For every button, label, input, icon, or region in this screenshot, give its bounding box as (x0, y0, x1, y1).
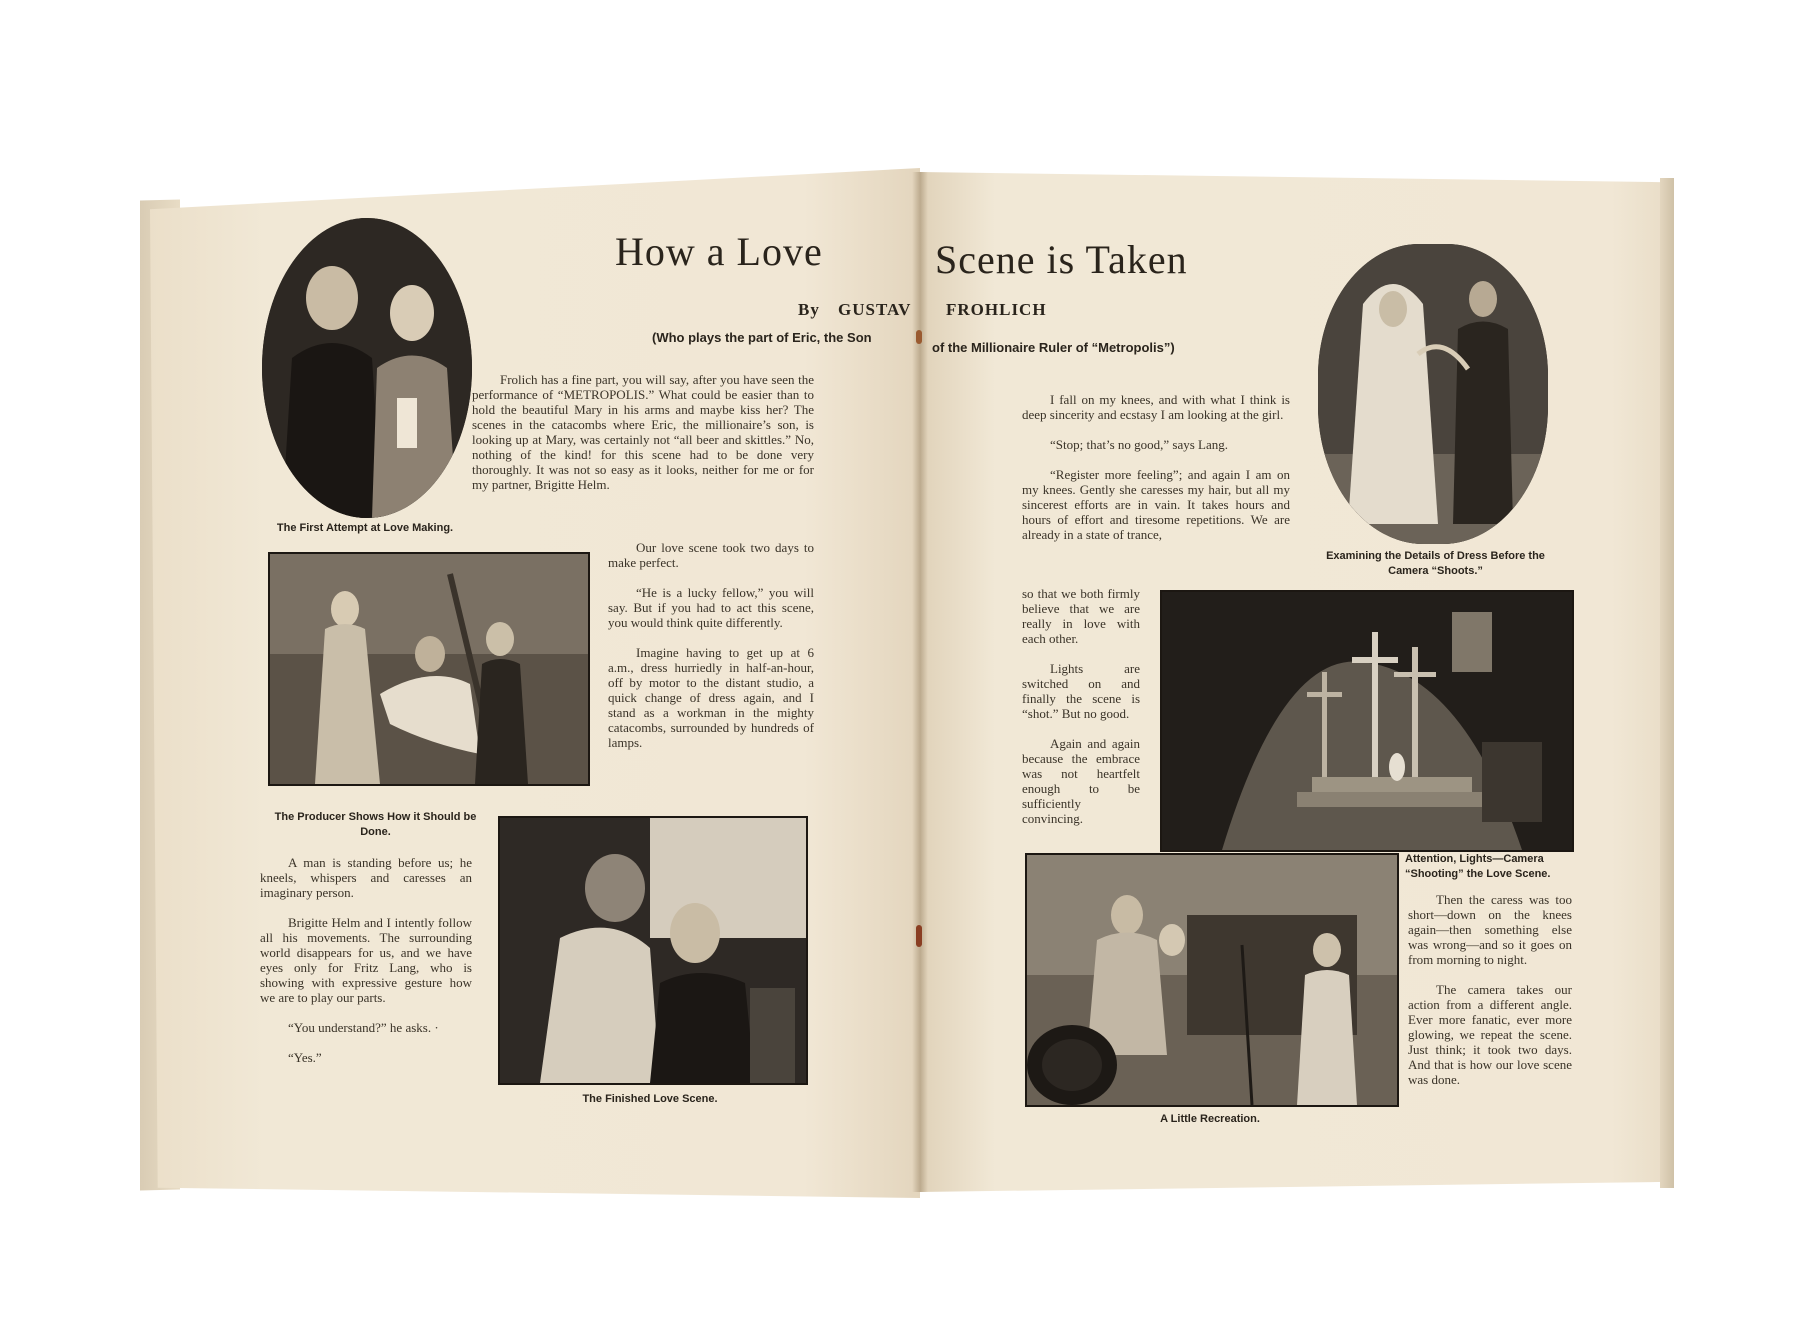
photo-lights-camera (1160, 590, 1574, 852)
photo-dress-details (1318, 244, 1548, 544)
caption-finished: The Finished Love Scene. (582, 1093, 718, 1105)
paragraph: “Stop; that’s no good,” says Lang. (1050, 437, 1229, 452)
paragraph: Imagine having to get up at 6 a.m., dress hurriedly in half-an-hour, off by motor to the distant studio, a quick change of dress again, and I stand as a workman in the mighty catacombs, surrounded by hundreds of lamps. (608, 645, 814, 750)
photo-producer (268, 552, 590, 786)
paragraph: Then the caress was too short—down on the knees again—then something else was wrong—and so it goes on from morning to night. (1408, 892, 1572, 967)
staple (916, 925, 922, 947)
photo-recreation (1025, 853, 1399, 1107)
paragraph: so that we both firmly believe that we are really in love with each other. (1022, 586, 1140, 646)
right-page-column-2 (1408, 892, 1572, 1102)
paragraph: Lights are switched on and finally the scene is “shot.” But no good. (1022, 661, 1140, 721)
photo-first-attempt (262, 218, 472, 518)
photo-finished-image (500, 818, 806, 1083)
right-page-stack-edge (1660, 178, 1674, 1188)
byline-by: By (798, 300, 820, 319)
right-page-column-1 (1022, 392, 1290, 557)
caption-first-attempt: The First Attempt at Love Making. (276, 522, 454, 534)
paragraph: Our love scene took two days to make perfect. (608, 540, 814, 570)
paragraph: I fall on my knees, and with what I think is deep sincerity and ecstasy I am looking at the girl. (1022, 392, 1290, 422)
photo-lights-image (1162, 592, 1572, 850)
photo-finished-love-scene (498, 816, 808, 1085)
caption-producer: The Producer Shows How it Should be Done. (274, 811, 477, 838)
intro-paragraph-column (472, 372, 814, 507)
subtitle-left: (Who plays the part of Eric, the Son (652, 330, 872, 345)
right-page-column-1-narrow (1022, 586, 1140, 841)
photo-producer-image (270, 554, 588, 784)
photo-dress-image (1318, 244, 1548, 544)
photo-recreation-image (1027, 855, 1397, 1105)
staple (916, 330, 922, 344)
caption-dress: Examining the Details of Dress Before the Camera “Shoots.” (1326, 550, 1545, 577)
article-title-left: How a Love (615, 229, 823, 274)
caption-lights: Attention, Lights—Camera “Shooting” the Love Scene. (1405, 853, 1551, 880)
paragraph: “Register more feeling”; and again I am on my knees. Gently she caresses my hair, but all my sincerest efforts are in vain. It takes hours and hours of effort and tiresome repetitions. We are already in a state of trance, (1022, 467, 1290, 542)
paragraph: Again and again because the embrace was not heartfelt enough to be sufficiently convincing. (1022, 736, 1140, 826)
left-page-column-2 (608, 540, 814, 765)
paragraph: The camera takes our action from a different angle. Ever more fanatic, ever more glowing, we repeat the scene. Just think; it took two days. And that is how our love scene was done. (1408, 982, 1572, 1087)
left-page-column-1 (260, 855, 472, 1080)
paragraph: “Yes.” (288, 1050, 322, 1065)
paragraph: “You understand?” he asks. · (288, 1020, 439, 1035)
photo-first-attempt-image (262, 218, 472, 518)
caption-recreation: A Little Recreation. (1160, 1113, 1260, 1125)
byline-first-name: GUSTAV (838, 300, 912, 319)
intro-paragraph: Frolich has a fine part, you will say, after you have seen the performance of “METROPOLIS.” What could be easier than to hold the beautiful Mary in his arms and maybe kiss her? The scenes in the catacombs where Eric, the millionaire’s son, is looking up at Mary, was certainly not “all beer and skittles.” No, nothing of the kind! for this scene had to be done very thoroughly. It was not so easy as it looks, neither for me or for my partner, Brigitte Helm. (472, 372, 814, 492)
paragraph: Brigitte Helm and I intently follow all his movements. The surrounding world disappears for us, and we have eyes only for Fritz Lang, who is showing with expressive gesture how we are to play our parts. (260, 915, 472, 1005)
paragraph: “He is a lucky fellow,” you will say. But if you had to act this scene, you would think quite differently. (608, 585, 814, 630)
book-gutter (912, 172, 928, 1192)
subtitle-right: of the Millionaire Ruler of “Metropolis”) (932, 340, 1175, 355)
article-title-right: Scene is Taken (935, 237, 1188, 282)
byline-last-name: FROHLICH (946, 300, 1047, 319)
paragraph: A man is standing before us; he kneels, whispers and caresses an imaginary person. (260, 855, 472, 900)
